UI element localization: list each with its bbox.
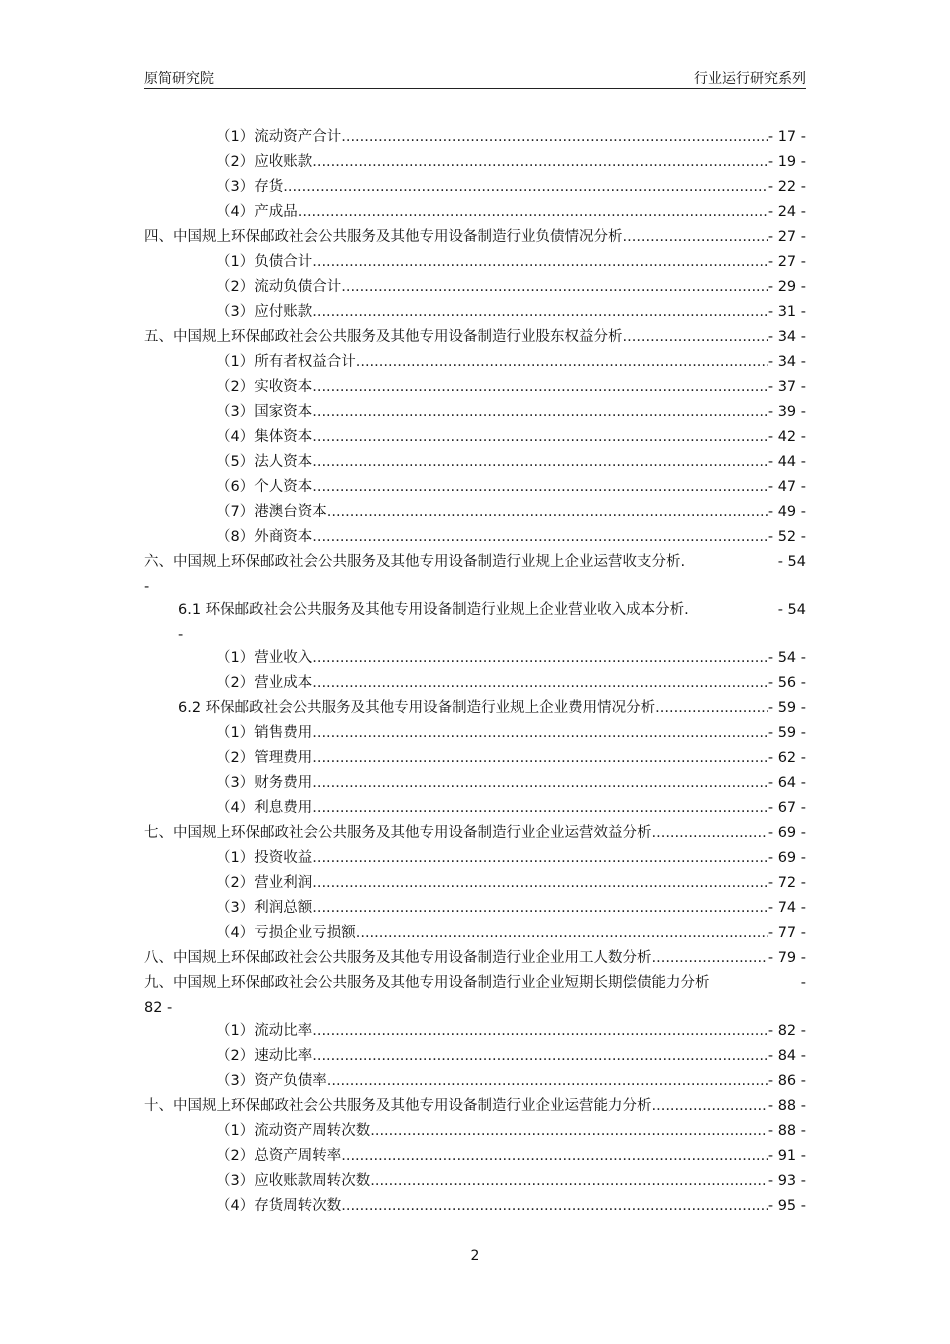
toc-entry-line xyxy=(216,150,806,175)
toc-entry-title: （3）资产负债率 xyxy=(216,1073,327,1089)
toc-entry-line xyxy=(216,525,806,550)
toc-entry-page: - 54 - xyxy=(767,650,806,666)
toc-leader-dots xyxy=(623,225,768,250)
toc-entry[interactable] xyxy=(144,1119,806,1144)
toc-entry-page: - 88 - xyxy=(767,1098,806,1114)
toc-entry-page: - 52 - xyxy=(767,529,806,545)
toc-entry-line xyxy=(216,425,806,450)
toc-entry-line xyxy=(216,200,806,225)
toc-entry[interactable] xyxy=(144,771,806,796)
toc-entry-title: （2）总资产周转率 xyxy=(216,1148,342,1164)
toc-entry-page: - 88 - xyxy=(767,1123,806,1139)
table-of-contents xyxy=(144,125,806,1219)
toc-leader-dots xyxy=(370,1119,768,1144)
toc-entry-line xyxy=(216,1119,806,1144)
toc-leader-dots xyxy=(655,696,768,721)
toc-entry-line xyxy=(216,646,806,671)
toc-entry[interactable] xyxy=(144,475,806,500)
toc-entry-page: - 17 - xyxy=(767,129,806,145)
toc-entry-line xyxy=(216,671,806,696)
toc-leader-dots xyxy=(652,946,768,971)
toc-entry-line xyxy=(144,946,806,971)
toc-leader-dots xyxy=(370,1169,768,1194)
toc-entry[interactable] xyxy=(144,400,806,425)
toc-entry-title: （1）负债合计 xyxy=(216,254,313,270)
toc-entry-title: 九、中国规上环保邮政社会公共服务及其他专用设备制造行业企业短期长期偿债能力分析 xyxy=(144,975,710,991)
toc-leader-dots xyxy=(312,646,768,671)
toc-leader-dots xyxy=(327,1069,768,1094)
toc-entry-page: - 64 - xyxy=(767,775,806,791)
toc-entry-page: - 56 - xyxy=(767,675,806,691)
toc-entry-page: - 59 - xyxy=(767,700,806,716)
toc-entry-title: （4）亏损企业亏损额 xyxy=(216,925,356,941)
toc-entry[interactable] xyxy=(144,896,806,921)
toc-leader-dots xyxy=(312,796,768,821)
toc-leader-dots xyxy=(312,150,768,175)
toc-entry-title: （4）集体资本 xyxy=(216,429,313,445)
toc-entry-page: - 47 - xyxy=(767,479,806,495)
toc-entry-title: （1）投资收益 xyxy=(216,850,313,866)
toc-entry[interactable] xyxy=(144,1094,806,1119)
toc-entry-title: （3）存货 xyxy=(216,179,284,195)
toc-entry-title: 十、中国规上环保邮政社会公共服务及其他专用设备制造行业企业运营能力分析 xyxy=(144,1098,652,1114)
toc-entry-line xyxy=(216,300,806,325)
toc-leader-dots xyxy=(312,250,768,275)
toc-entry-title: （1）所有者权益合计 xyxy=(216,354,356,370)
toc-entry-page: - 82 - xyxy=(767,1023,806,1039)
toc-entry-page: - 72 - xyxy=(767,875,806,891)
toc-entry[interactable] xyxy=(144,275,806,300)
toc-entry-page-continued: 82 - xyxy=(144,1000,173,1016)
toc-entry-title: 七、中国规上环保邮政社会公共服务及其他专用设备制造行业企业运营效益分析 xyxy=(144,825,652,841)
toc-entry-title: （2）营业成本 xyxy=(216,675,313,691)
toc-entry-title: （1）销售费用 xyxy=(216,725,313,741)
toc-entry-line xyxy=(216,125,806,150)
toc-entry-line xyxy=(216,721,806,746)
toc-entry[interactable] xyxy=(144,1019,806,1044)
toc-entry-page-continued: - xyxy=(178,627,184,643)
toc-entry[interactable] xyxy=(144,846,806,871)
toc-entry-title: （4）产成品 xyxy=(216,204,298,220)
toc-entry[interactable] xyxy=(144,425,806,450)
toc-entry[interactable] xyxy=(144,525,806,550)
toc-entry-title: 6.2 环保邮政社会公共服务及其他专用设备制造行业规上企业费用情况分析 xyxy=(178,700,656,716)
toc-leader-dots xyxy=(312,300,768,325)
toc-entry-page: - 62 - xyxy=(767,750,806,766)
page-number: 2 xyxy=(470,1248,480,1264)
toc-entry-page: - 39 - xyxy=(767,404,806,420)
toc-leader-dots xyxy=(623,325,768,350)
header-organization: 原简研究院 xyxy=(144,71,214,87)
toc-entry-line xyxy=(144,821,806,846)
toc-entry-line xyxy=(216,450,806,475)
toc-entry-page: - 24 - xyxy=(767,204,806,220)
toc-entry-line xyxy=(144,1094,806,1119)
toc-leader-dots xyxy=(312,1019,768,1044)
toc-leader-dots xyxy=(312,475,768,500)
toc-entry-line xyxy=(144,550,806,575)
toc-entry-page: - 86 - xyxy=(767,1073,806,1089)
page-header xyxy=(144,66,806,89)
toc-entry-page: - 69 - xyxy=(767,825,806,841)
toc-leader-dots xyxy=(312,846,768,871)
toc-entry-line xyxy=(216,1019,806,1044)
toc-entry-title: （2）营业利润 xyxy=(216,875,313,891)
toc-entry-title: 五、中国规上环保邮政社会公共服务及其他专用设备制造行业股东权益分析 xyxy=(144,329,623,345)
toc-entry-page: - 79 - xyxy=(767,950,806,966)
toc-entry[interactable] xyxy=(144,1069,806,1094)
toc-entry-line xyxy=(216,500,806,525)
toc-entry-line xyxy=(144,325,806,350)
toc-entry-page: - 49 - xyxy=(767,504,806,520)
toc-entry-line xyxy=(216,1169,806,1194)
toc-entry[interactable] xyxy=(144,225,806,250)
toc-entry[interactable] xyxy=(144,796,806,821)
toc-entry[interactable] xyxy=(144,150,806,175)
toc-entry-title: （1）流动资产周转次数 xyxy=(216,1123,371,1139)
toc-entry-page: - 34 - xyxy=(767,354,806,370)
toc-entry-line xyxy=(216,1194,806,1219)
toc-leader-dots xyxy=(312,425,768,450)
toc-entry-line xyxy=(178,598,806,623)
toc-entry-title: （2）流动负债合计 xyxy=(216,279,342,295)
toc-entry-page: - 74 - xyxy=(767,900,806,916)
toc-entry[interactable] xyxy=(144,1044,806,1069)
toc-entry-page: - 54 xyxy=(777,602,806,618)
toc-entry[interactable] xyxy=(144,821,806,846)
toc-entry-page: - 22 - xyxy=(767,179,806,195)
toc-entry-page: - 19 - xyxy=(767,154,806,170)
toc-leader-dots xyxy=(341,1144,768,1169)
toc-entry[interactable] xyxy=(144,971,806,1019)
toc-entry-line xyxy=(216,771,806,796)
toc-leader-dots xyxy=(312,450,768,475)
toc-entry-line xyxy=(144,971,806,996)
toc-entry[interactable] xyxy=(144,871,806,896)
toc-entry-line xyxy=(216,871,806,896)
toc-entry-page: - 95 - xyxy=(767,1198,806,1214)
toc-leader-dots xyxy=(312,721,768,746)
toc-entry-line xyxy=(216,1144,806,1169)
toc-entry[interactable] xyxy=(144,325,806,350)
header-series-title: 行业运行研究系列 xyxy=(694,71,806,87)
toc-entry[interactable] xyxy=(144,500,806,525)
toc-entry[interactable] xyxy=(144,450,806,475)
toc-leader-dots xyxy=(298,200,768,225)
toc-entry[interactable] xyxy=(144,375,806,400)
toc-entry-title: （8）外商资本 xyxy=(216,529,313,545)
toc-entry-line xyxy=(216,1044,806,1069)
toc-entry-title: （7）港澳台资本 xyxy=(216,504,327,520)
toc-entry-title: （3）国家资本 xyxy=(216,404,313,420)
toc-entry-page-continued: - xyxy=(144,579,150,595)
toc-entry-line xyxy=(216,921,806,946)
toc-entry-page: - 84 - xyxy=(767,1048,806,1064)
toc-entry[interactable] xyxy=(144,1169,806,1194)
toc-entry-line xyxy=(216,1069,806,1094)
toc-entry[interactable] xyxy=(144,250,806,275)
toc-entry-line xyxy=(216,250,806,275)
toc-entry-page: - xyxy=(800,975,806,991)
toc-entry-title: （4）利息费用 xyxy=(216,800,313,816)
toc-entry[interactable] xyxy=(144,721,806,746)
toc-entry-page: - 42 - xyxy=(767,429,806,445)
toc-leader-dots xyxy=(341,275,768,300)
toc-entry-line xyxy=(216,375,806,400)
toc-entry-title: 6.1 环保邮政社会公共服务及其他专用设备制造行业规上企业营业收入成本分析. xyxy=(178,602,689,618)
toc-leader-dots xyxy=(312,400,768,425)
toc-entry[interactable] xyxy=(144,550,806,598)
toc-entry[interactable] xyxy=(144,946,806,971)
toc-leader-dots xyxy=(283,175,768,200)
toc-leader-dots xyxy=(356,350,768,375)
toc-entry-page: - 27 - xyxy=(767,229,806,245)
toc-entry-title: （2）管理费用 xyxy=(216,750,313,766)
toc-leader-dots xyxy=(327,500,768,525)
toc-entry-line xyxy=(216,175,806,200)
toc-entry-page: - 37 - xyxy=(767,379,806,395)
toc-entry-line xyxy=(216,275,806,300)
toc-entry-title: 六、中国规上环保邮政社会公共服务及其他专用设备制造行业规上企业运营收支分析. xyxy=(144,554,686,570)
toc-leader-dots xyxy=(356,921,768,946)
toc-leader-dots xyxy=(312,375,768,400)
toc-entry-title: （2）速动比率 xyxy=(216,1048,313,1064)
toc-entry-page: - 59 - xyxy=(767,725,806,741)
toc-entry-title: （1）流动资产合计 xyxy=(216,129,342,145)
toc-entry-line xyxy=(216,350,806,375)
toc-entry-title: （2）应收账款 xyxy=(216,154,313,170)
toc-leader-dots xyxy=(312,896,768,921)
toc-entry-page: - 91 - xyxy=(767,1148,806,1164)
toc-entry[interactable] xyxy=(144,671,806,696)
toc-leader-dots xyxy=(341,125,768,150)
toc-entry[interactable] xyxy=(144,200,806,225)
toc-entry-title: （3）财务费用 xyxy=(216,775,313,791)
toc-entry-page: - 93 - xyxy=(767,1173,806,1189)
toc-entry-title: （1）流动比率 xyxy=(216,1023,313,1039)
toc-entry-page: - 29 - xyxy=(767,279,806,295)
toc-entry-line xyxy=(216,400,806,425)
toc-entry[interactable] xyxy=(144,746,806,771)
toc-entry-title: （3）应付账款 xyxy=(216,304,313,320)
toc-entry-page: - 54 xyxy=(777,554,806,570)
toc-entry-page: - 67 - xyxy=(767,800,806,816)
toc-leader-dots xyxy=(312,871,768,896)
toc-entry-title: （2）实收资本 xyxy=(216,379,313,395)
toc-entry[interactable] xyxy=(144,696,806,721)
toc-entry[interactable] xyxy=(144,175,806,200)
toc-entry[interactable] xyxy=(144,125,806,150)
toc-entry-page: - 31 - xyxy=(767,304,806,320)
toc-entry-title: 八、中国规上环保邮政社会公共服务及其他专用设备制造行业企业用工人数分析 xyxy=(144,950,652,966)
toc-entry-title: （6）个人资本 xyxy=(216,479,313,495)
toc-leader-dots xyxy=(312,746,768,771)
toc-entry[interactable] xyxy=(144,921,806,946)
toc-entry-page: - 34 - xyxy=(767,329,806,345)
toc-entry-line xyxy=(216,796,806,821)
toc-entry-title: （3）应收账款周转次数 xyxy=(216,1173,371,1189)
toc-entry[interactable] xyxy=(144,598,806,646)
toc-entry-title: （3）利润总额 xyxy=(216,900,313,916)
toc-entry-page: - 77 - xyxy=(767,925,806,941)
toc-entry-title: （4）存货周转次数 xyxy=(216,1198,342,1214)
toc-leader-dots xyxy=(341,1194,768,1219)
toc-entry-line xyxy=(216,475,806,500)
toc-leader-dots xyxy=(312,1044,768,1069)
toc-entry-page: - 27 - xyxy=(767,254,806,270)
toc-leader-dots xyxy=(312,525,768,550)
toc-leader-dots xyxy=(312,771,768,796)
toc-entry-line xyxy=(216,896,806,921)
toc-entry[interactable] xyxy=(144,300,806,325)
toc-entry-title: （5）法人资本 xyxy=(216,454,313,470)
toc-entry[interactable] xyxy=(144,1194,806,1219)
toc-entry[interactable] xyxy=(144,1144,806,1169)
toc-entry-line xyxy=(178,696,806,721)
toc-entry-line xyxy=(216,746,806,771)
toc-entry-title: 四、中国规上环保邮政社会公共服务及其他专用设备制造行业负债情况分析 xyxy=(144,229,623,245)
toc-entry-line xyxy=(144,225,806,250)
toc-entry-title: （1）营业收入 xyxy=(216,650,313,666)
toc-entry[interactable] xyxy=(144,350,806,375)
toc-leader-dots xyxy=(312,671,768,696)
toc-entry-page: - 44 - xyxy=(767,454,806,470)
toc-entry-page: - 69 - xyxy=(767,850,806,866)
toc-entry[interactable] xyxy=(144,646,806,671)
toc-leader-dots xyxy=(652,1094,768,1119)
toc-leader-dots xyxy=(652,821,768,846)
toc-entry-line xyxy=(216,846,806,871)
